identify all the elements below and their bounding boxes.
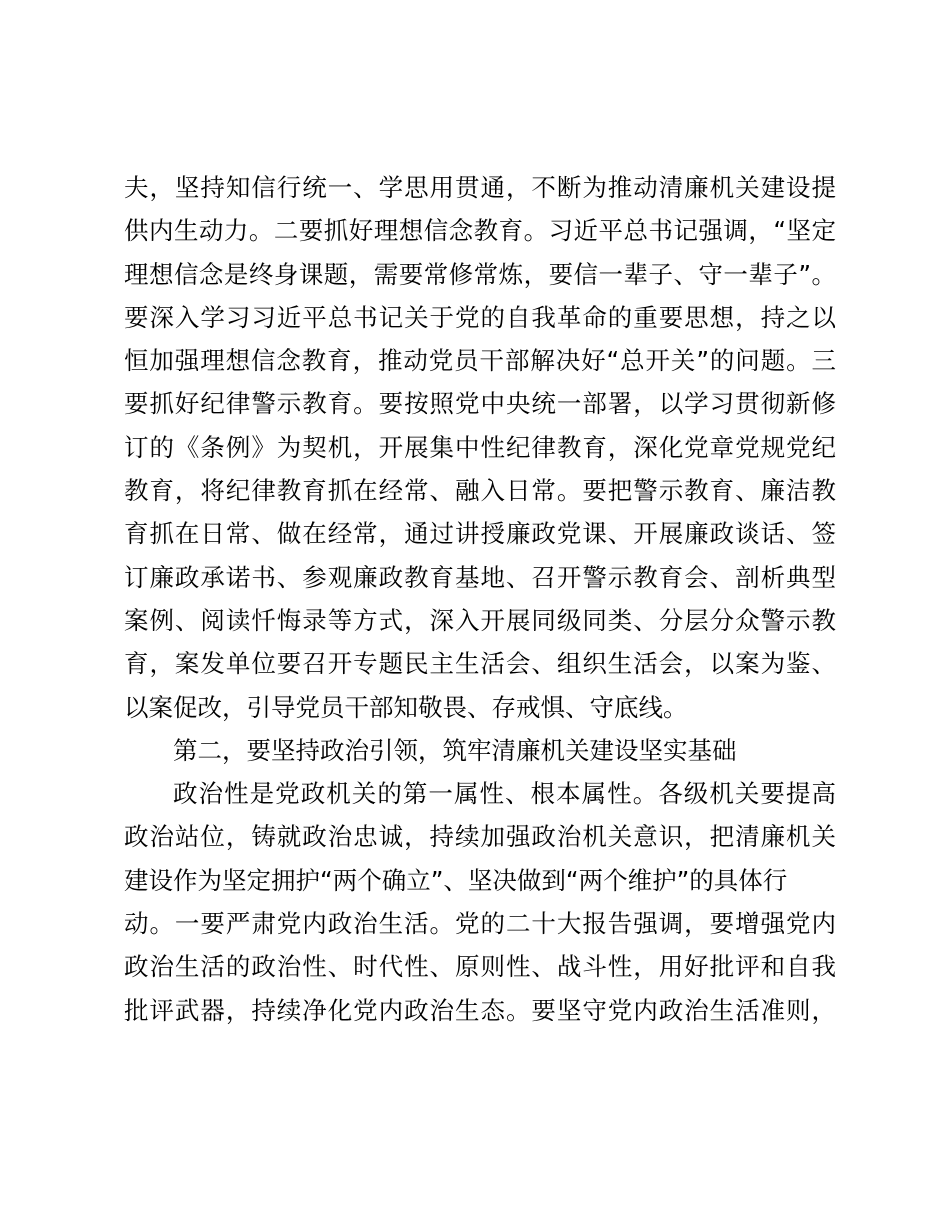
text-line: 理想信念是终身课题，需要常修常炼，要信一辈子、守一辈子”。 — [124, 259, 836, 289]
text-line: 订的《条例》为契机，开展集中性纪律教育，深化党章党规党纪 — [124, 432, 836, 462]
text-line: 政治生活的政治性、时代性、原则性、战斗性，用好批评和自我 — [124, 952, 836, 982]
text-line: 政治性是党政机关的第一属性、根本属性。各级机关要提高 — [173, 779, 836, 809]
text-line: 要抓好纪律警示教育。要按照党中央统一部署，以学习贯彻新修 — [124, 389, 836, 419]
body-text — [124, 166, 836, 1032]
text-line: 案例、阅读忏悔录等方式，深入开展同级同类、分层分众警示教 — [124, 605, 836, 635]
text-line: 教育，将纪律教育抓在经常、融入日常。要把警示教育、廉洁教 — [124, 476, 836, 506]
text-line: 夫，坚持知信行统一、学思用贯通，不断为推动清廉机关建设提 — [124, 173, 836, 202]
text-line: 育，案发单位要召开专题民主生活会、组织生活会，以案为鉴、 — [124, 649, 836, 679]
text-line: 政治站位，铸就政治忠诚，持续加强政治机关意识，把清廉机关 — [124, 822, 836, 852]
text-line: 要深入学习习近平总书记关于党的自我革命的重要思想，持之以 — [124, 302, 836, 332]
text-line: 订廉政承诺书、参观廉政教育基地、召开警示教育会、剖析典型 — [124, 562, 836, 592]
text-line: 批评武器，持续净化党内政治生态。要坚守党内政治生活准则， — [124, 995, 836, 1025]
text-line: 育抓在日常、做在经常，通过讲授廉政党课、开展廉政谈话、签 — [124, 519, 836, 549]
text-line: 以案促改，引导党员干部知敬畏、存戒惧、守底线。 — [124, 692, 688, 722]
text-line: 第二，要坚持政治引领，筑牢清廉机关建设坚实基础 — [173, 735, 737, 765]
text-line: 供内生动力。二要抓好理想信念教育。习近平总书记强调，“坚定 — [124, 216, 836, 246]
text-line: 建设作为坚定拥护“两个确立”、坚决做到“两个维护”的具体行 — [124, 865, 788, 895]
text-line: 恒加强理想信念教育，推动党员干部解决好“总开关”的问题。三 — [124, 346, 836, 376]
text-line: 动。一要严肃党内政治生活。党的二十大报告强调，要增强党内 — [124, 909, 836, 939]
